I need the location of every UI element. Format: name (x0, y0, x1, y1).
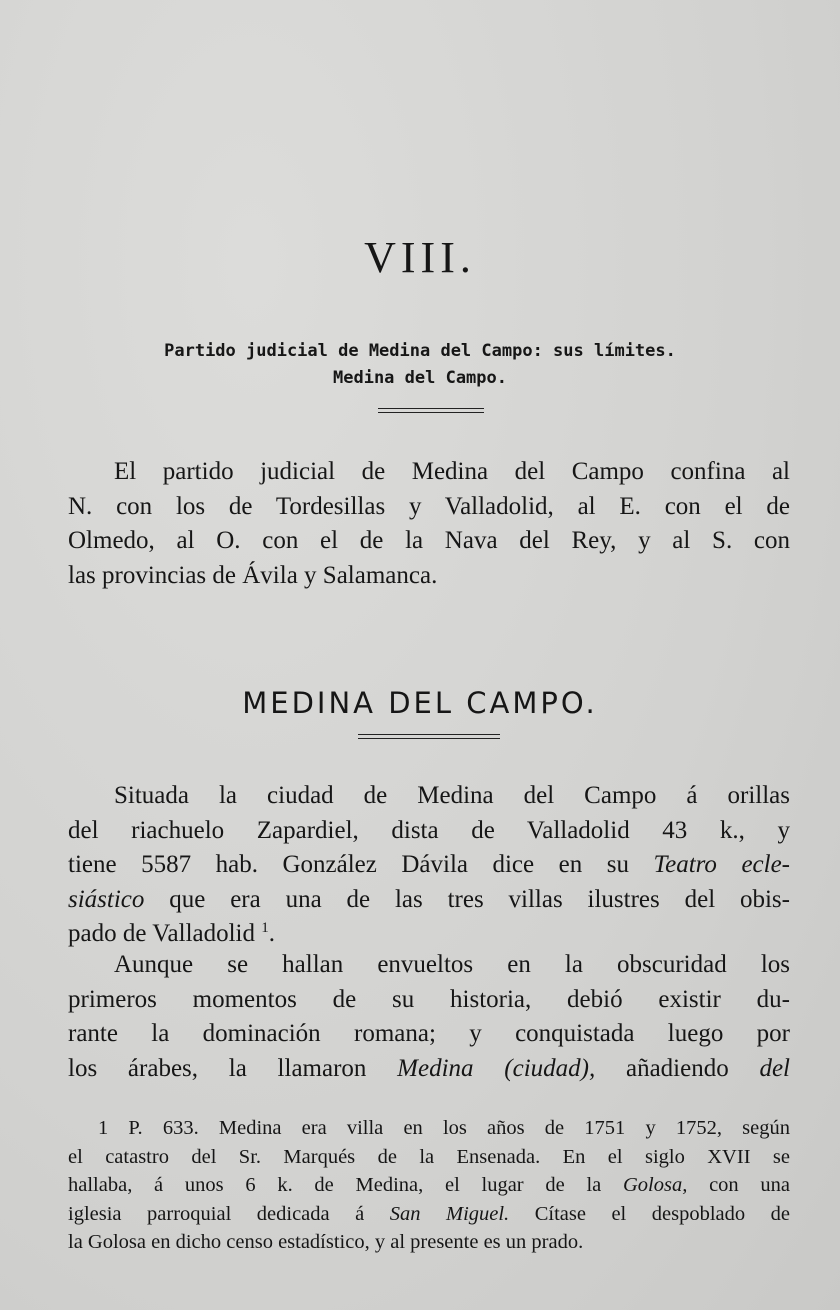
text-segment: con una (687, 1174, 791, 1196)
footnote-reference: 1 (261, 920, 269, 936)
italic-place: San Miguel. (389, 1202, 510, 1225)
italic-term: del (759, 1054, 790, 1082)
text-segment: pado de Valladolid (68, 920, 262, 947)
divider-rule (378, 408, 484, 413)
text-line (68, 1052, 790, 1087)
text-line: N. con los de Tordesillas y Valladolid, al E. con el de (68, 492, 790, 520)
italic-term: Medina (ciudad), (397, 1054, 596, 1082)
chapter-subtitle-line1: Partido judicial de Medina del Campo: sus límites. (164, 341, 676, 361)
italic-title: siástico (68, 885, 145, 913)
text-segment: tiene 5587 hab. González Dávila dice en su (68, 851, 654, 878)
footnote-line (68, 1171, 790, 1200)
italic-title: Teatro ecle- (653, 851, 791, 878)
paragraph-aunque (68, 948, 790, 1086)
text-segment: hallaba, á unos 6 k. de Medina, el lugar de la (68, 1174, 623, 1196)
text-line: rante la dominación romana; y conquistada luego por (68, 1020, 790, 1047)
paragraph-situada (68, 779, 790, 952)
text-segment: iglesia parroquial dedicada á (68, 1202, 390, 1225)
text-line (68, 883, 790, 918)
text-line: del riachuelo Zapardiel, dista de Valladolid 43 k., y (68, 816, 790, 844)
text-segment: los árabes, la llamaron (68, 1054, 398, 1082)
text-segment: . (268, 920, 275, 947)
footnote (68, 1114, 790, 1257)
section-heading: MEDINA DEL CAMPO. (242, 686, 598, 720)
text-segment: que era una de las tres villas ilustres del obis- (144, 885, 790, 913)
text-line: las provincias de Ávila y Salamanca. (68, 561, 438, 589)
text-line: Aunque se hallan envueltos en la obscuridad los (114, 951, 790, 978)
footnote-line: la Golosa en dicho censo estadístico, y al presente es un prado. (68, 1231, 584, 1253)
chapter-subtitle-line2: Medina del Campo. (333, 368, 507, 388)
intro-paragraph (68, 455, 790, 593)
chapter-number: VIII. (364, 233, 476, 282)
text-line: primeros momentos de su historia, debió existir du- (68, 985, 790, 1013)
footnote-line: el catastro del Sr. Marqués de la Ensenada. En el siglo XVII se (68, 1145, 790, 1168)
text-line: Olmedo, al O. con el de la Nava del Rey, y al S. con (68, 527, 790, 554)
divider-rule (358, 734, 500, 739)
text-line: El partido judicial de Medina del Campo confina al (114, 458, 790, 485)
footnote-line: 1 P. 633. Medina era villa en los años de 1751 y 1752, según (98, 1117, 790, 1139)
text-line: Situada la ciudad de Medina del Campo á orillas (114, 782, 790, 809)
text-segment: añadiendo (595, 1054, 760, 1082)
text-line (68, 848, 790, 883)
text-line (68, 917, 790, 952)
text-segment: Cítase el despoblado de (509, 1202, 790, 1225)
footnote-line (68, 1200, 790, 1229)
italic-place: Golosa, (622, 1174, 688, 1196)
